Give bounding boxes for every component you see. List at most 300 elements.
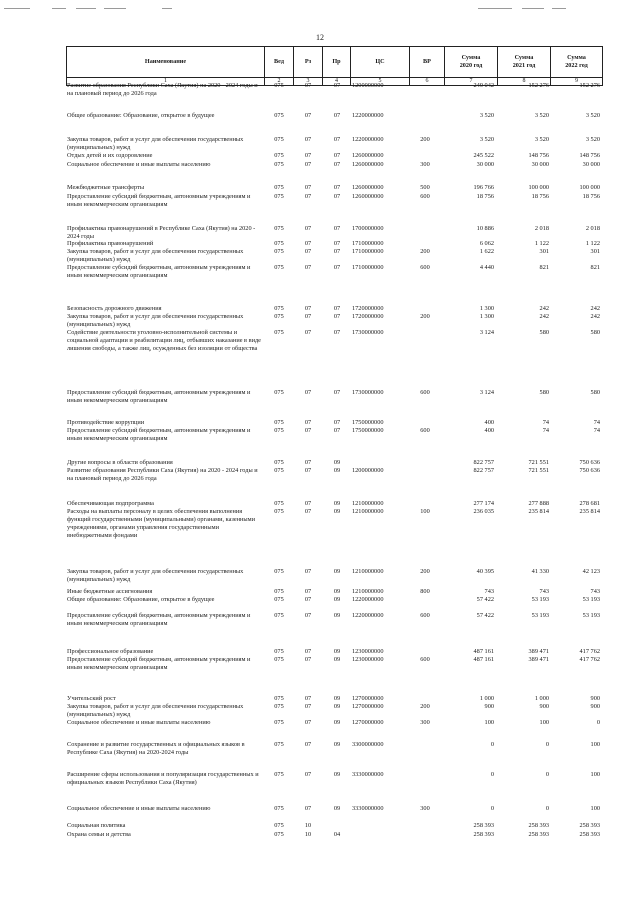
row-sum-2022: 580 — [590, 389, 600, 396]
row-pr: 07 — [333, 264, 341, 271]
row-pr: 07 — [333, 329, 341, 336]
header-cs: ЦС — [351, 47, 410, 78]
row-sum-2022: 1 122 — [585, 240, 600, 247]
row-ved: 075 — [274, 648, 284, 655]
row-sum-2020: 3 124 — [479, 329, 494, 336]
row-cs: 1750000000 — [352, 427, 384, 434]
row-name: Иные бюджетные ассигнования — [67, 588, 153, 595]
row-pr: 07 — [333, 152, 341, 159]
row-sum-2022: 2 018 — [585, 225, 600, 232]
row-cs: 1260000000 — [352, 184, 384, 191]
row-rz: 10 — [304, 831, 312, 838]
row-sum-2020: 1 300 — [479, 305, 494, 312]
row-cs: 1270000000 — [352, 703, 384, 710]
row-ved: 075 — [274, 467, 284, 474]
row-rz: 07 — [304, 459, 312, 466]
row-rz: 07 — [304, 771, 312, 778]
budget-table-header — [66, 46, 603, 86]
row-sum-2021: 53 193 — [531, 612, 549, 619]
row-sum-2020: 18 756 — [476, 193, 494, 200]
row-pr: 07 — [333, 240, 341, 247]
row-name: Противодействие коррупции — [67, 419, 145, 426]
row-pr: 07 — [333, 136, 341, 143]
row-sum-2022: 30 000 — [582, 161, 600, 168]
row-sum-2021: 821 — [539, 264, 549, 271]
row-name: Закупка товаров, работ и услуг для обеспечения государственных (муниципальных) нужд — [67, 136, 244, 151]
row-cs: 3300000000 — [352, 741, 384, 748]
col-number: 6 — [410, 77, 445, 85]
row-sum-2022: 417 762 — [579, 648, 600, 655]
row-sum-2020: 258 393 — [473, 822, 494, 829]
row-name: Учительский рост — [67, 695, 116, 702]
row-vr: 300 — [420, 161, 430, 168]
row-sum-2020: 3 520 — [479, 112, 494, 119]
row-ved: 075 — [274, 305, 284, 312]
row-sum-2020: 0 — [490, 805, 494, 812]
row-sum-2021: 235 814 — [528, 508, 549, 515]
row-sum-2021: 242 — [539, 305, 549, 312]
row-sum-2021: 0 — [545, 741, 549, 748]
scan-marks — [0, 6, 640, 12]
row-sum-2020: 3 520 — [479, 136, 494, 143]
row-name: Предоставление субсидий бюджетным, автономным учреждениям и иным некоммерческим организациям — [67, 264, 251, 279]
row-name: Обеспечивающая подпрограмма — [67, 500, 154, 507]
row-cs: 1720000000 — [352, 313, 384, 320]
row-vr: 200 — [420, 568, 430, 575]
row-ved: 075 — [274, 240, 284, 247]
row-sum-2020: 1 622 — [479, 248, 494, 255]
row-pr: 04 — [333, 831, 341, 838]
row-sum-2020: 0 — [490, 771, 494, 778]
row-ved: 075 — [274, 656, 284, 663]
row-pr: 09 — [333, 508, 341, 515]
row-name: Социальная политика — [67, 822, 126, 829]
row-name: Безопасность дорожного движения — [67, 305, 162, 312]
row-ved: 075 — [274, 771, 284, 778]
row-cs: 1210000000 — [352, 500, 384, 507]
row-rz: 07 — [304, 193, 312, 200]
row-sum-2021: 242 — [539, 313, 549, 320]
row-sum-2022: 152 276 — [579, 82, 600, 89]
row-sum-2022: 750 636 — [579, 459, 600, 466]
row-name: Социальное обеспечение и иные выплаты населению — [67, 805, 211, 812]
row-name: Другие вопросы в области образования — [67, 459, 173, 466]
row-name: Расширение сферы использования и популяризация государственных и официальных языков Республики Саха (Якутия) — [67, 771, 259, 786]
row-sum-2022: 242 — [590, 305, 600, 312]
row-rz: 07 — [304, 568, 312, 575]
row-cs: 1730000000 — [352, 389, 384, 396]
row-rz: 07 — [304, 389, 312, 396]
row-name: Охрана семьи и детства — [67, 831, 131, 838]
row-sum-2021: 3 520 — [534, 112, 549, 119]
row-cs: 1260000000 — [352, 193, 384, 200]
row-sum-2021: 743 — [539, 588, 549, 595]
row-ved: 075 — [274, 152, 284, 159]
row-cs: 1200000000 — [352, 82, 384, 89]
header-name: Наименование — [67, 47, 265, 78]
col-number: 9 — [551, 77, 603, 85]
row-pr: 09 — [333, 467, 341, 474]
row-cs: 3330000000 — [352, 771, 384, 778]
row-pr: 07 — [333, 389, 341, 396]
row-vr: 300 — [420, 805, 430, 812]
row-cs: 1710000000 — [352, 248, 384, 255]
col-number: 5 — [351, 77, 410, 85]
row-sum-2022: 100 — [590, 771, 600, 778]
row-cs: 1720000000 — [352, 305, 384, 312]
row-pr: 09 — [333, 656, 341, 663]
row-rz: 07 — [304, 656, 312, 663]
col-number: 4 — [323, 77, 351, 85]
row-ved: 075 — [274, 313, 284, 320]
row-sum-2022: 3 520 — [585, 112, 600, 119]
row-cs: 1230000000 — [352, 656, 384, 663]
header-ved: Вед — [265, 47, 294, 78]
row-sum-2020: 1 000 — [479, 695, 494, 702]
row-sum-2022: 53 193 — [582, 612, 600, 619]
row-name: Расходы на выплаты персоналу в целях обеспечения выполнения функций государственными (муниципальными) органами, казенными учреждениями, органами управления государственными внебюджетными фондами — [67, 508, 255, 539]
row-sum-2020: 100 — [484, 719, 494, 726]
row-pr: 07 — [333, 161, 341, 168]
row-pr: 07 — [333, 112, 341, 119]
header-sum-2022: Сумма 2022 год — [551, 47, 603, 78]
row-vr: 600 — [420, 656, 430, 663]
row-sum-2020: 3 124 — [479, 389, 494, 396]
row-pr: 09 — [333, 568, 341, 575]
row-pr: 07 — [333, 419, 341, 426]
row-ved: 075 — [274, 695, 284, 702]
row-vr: 500 — [420, 184, 430, 191]
row-sum-2021: 0 — [545, 771, 549, 778]
row-sum-2021: 53 193 — [531, 596, 549, 603]
row-sum-2022: 100 — [590, 741, 600, 748]
row-ved: 075 — [274, 419, 284, 426]
row-sum-2021: 580 — [539, 389, 549, 396]
row-rz: 10 — [304, 822, 312, 829]
col-number: 1 — [67, 77, 265, 85]
row-pr: 07 — [333, 184, 341, 191]
row-cs: 1230000000 — [352, 648, 384, 655]
row-vr: 200 — [420, 248, 430, 255]
row-sum-2020: 487 161 — [473, 648, 494, 655]
row-sum-2021: 258 393 — [528, 822, 549, 829]
row-sum-2022: 417 762 — [579, 656, 600, 663]
row-rz: 07 — [304, 427, 312, 434]
row-vr: 300 — [420, 719, 430, 726]
row-ved: 075 — [274, 82, 284, 89]
row-rz: 07 — [304, 467, 312, 474]
row-rz: 07 — [304, 82, 312, 89]
row-sum-2020: 277 174 — [473, 500, 494, 507]
row-rz: 07 — [304, 225, 312, 232]
row-vr: 600 — [420, 389, 430, 396]
row-cs: 1220000000 — [352, 136, 384, 143]
row-pr: 07 — [333, 193, 341, 200]
row-ved: 075 — [274, 741, 284, 748]
row-sum-2022: 900 — [590, 703, 600, 710]
row-pr: 09 — [333, 771, 341, 778]
header-rz: Рз — [294, 47, 323, 78]
row-sum-2022: 258 393 — [579, 822, 600, 829]
row-cs: 1700000000 — [352, 225, 384, 232]
row-sum-2021: 152 276 — [528, 82, 549, 89]
row-sum-2021: 100 000 — [528, 184, 549, 191]
row-sum-2022: 53 193 — [582, 596, 600, 603]
row-rz: 07 — [304, 703, 312, 710]
row-rz: 07 — [304, 419, 312, 426]
row-ved: 075 — [274, 161, 284, 168]
row-cs: 1220000000 — [352, 612, 384, 619]
row-rz: 07 — [304, 805, 312, 812]
row-ved: 075 — [274, 596, 284, 603]
row-name: Сохранение и развитие государственных и официальных языков в Республике Саха (Якутия) на 2020-2024 годы — [67, 741, 245, 756]
row-name: Развитие образования Республики Саха (Якутия) на 2020 - 2024 годы и на плановый период до 2026 года — [67, 467, 258, 482]
row-cs: 1210000000 — [352, 588, 384, 595]
row-vr: 600 — [420, 612, 430, 619]
row-sum-2022: 301 — [590, 248, 600, 255]
row-sum-2022: 3 520 — [585, 136, 600, 143]
row-sum-2020: 249 042 — [473, 82, 494, 89]
row-sum-2021: 1 000 — [534, 695, 549, 702]
row-sum-2022: 0 — [596, 719, 600, 726]
row-sum-2020: 40 395 — [476, 568, 494, 575]
row-ved: 075 — [274, 136, 284, 143]
row-rz: 07 — [304, 648, 312, 655]
row-name: Закупка товаров, работ и услуг для обеспечения государственных (муниципальных) нужд — [67, 568, 244, 583]
row-ved: 075 — [274, 508, 284, 515]
row-sum-2021: 30 000 — [531, 161, 549, 168]
row-sum-2021: 389 471 — [528, 648, 549, 655]
row-sum-2021: 74 — [542, 427, 549, 434]
row-ved: 075 — [274, 719, 284, 726]
row-sum-2022: 821 — [590, 264, 600, 271]
row-pr: 09 — [333, 648, 341, 655]
row-pr: 09 — [333, 695, 341, 702]
row-cs: 1220000000 — [352, 112, 384, 119]
row-ved: 075 — [274, 831, 284, 838]
row-vr: 200 — [420, 313, 430, 320]
row-cs: 3330000000 — [352, 805, 384, 812]
row-sum-2020: 196 766 — [473, 184, 494, 191]
row-sum-2020: 30 000 — [476, 161, 494, 168]
row-ved: 075 — [274, 805, 284, 812]
row-rz: 07 — [304, 264, 312, 271]
row-rz: 07 — [304, 695, 312, 702]
row-ved: 075 — [274, 703, 284, 710]
row-pr: 07 — [333, 82, 341, 89]
row-name: Предоставление субсидий бюджетным, автономным учреждениям и иным некоммерческим организациям — [67, 656, 251, 671]
row-cs: 1210000000 — [352, 508, 384, 515]
row-sum-2022: 42 123 — [582, 568, 600, 575]
row-sum-2021: 389 471 — [528, 656, 549, 663]
row-cs: 1270000000 — [352, 719, 384, 726]
col-number: 8 — [498, 77, 551, 85]
row-rz: 07 — [304, 329, 312, 336]
row-sum-2022: 242 — [590, 313, 600, 320]
row-vr: 600 — [420, 264, 430, 271]
row-sum-2021: 258 393 — [528, 831, 549, 838]
row-vr: 200 — [420, 136, 430, 143]
row-pr: 09 — [333, 596, 341, 603]
row-pr: 07 — [333, 313, 341, 320]
row-sum-2020: 400 — [484, 419, 494, 426]
row-name: Предоставление субсидий бюджетным, автономным учреждениям и иным некоммерческим организациям — [67, 389, 251, 404]
row-name: Закупка товаров, работ и услуг для обеспечения государственных (муниципальных) нужд — [67, 313, 244, 328]
row-sum-2021: 2 018 — [534, 225, 549, 232]
row-sum-2020: 4 440 — [479, 264, 494, 271]
row-rz: 07 — [304, 305, 312, 312]
row-rz: 07 — [304, 612, 312, 619]
row-rz: 07 — [304, 161, 312, 168]
row-vr: 200 — [420, 703, 430, 710]
row-sum-2021: 18 756 — [531, 193, 549, 200]
header-pr: Пр — [323, 47, 351, 78]
row-sum-2022: 100 000 — [579, 184, 600, 191]
row-sum-2022: 258 393 — [579, 831, 600, 838]
row-rz: 07 — [304, 240, 312, 247]
row-name: Социальное обеспечение и иные выплаты населению — [67, 719, 211, 726]
row-pr: 09 — [333, 703, 341, 710]
row-sum-2020: 1 300 — [479, 313, 494, 320]
row-cs: 1220000000 — [352, 596, 384, 603]
row-sum-2022: 148 756 — [579, 152, 600, 159]
row-sum-2021: 100 — [539, 719, 549, 726]
row-sum-2021: 721 551 — [528, 459, 549, 466]
row-rz: 07 — [304, 500, 312, 507]
row-name: Межбюджетные трансферты — [67, 184, 145, 191]
row-sum-2020: 236 035 — [473, 508, 494, 515]
row-ved: 075 — [274, 588, 284, 595]
row-ved: 075 — [274, 389, 284, 396]
row-rz: 07 — [304, 136, 312, 143]
row-sum-2020: 57 422 — [476, 612, 494, 619]
row-vr: 600 — [420, 427, 430, 434]
row-sum-2021: 1 122 — [534, 240, 549, 247]
row-sum-2021: 580 — [539, 329, 549, 336]
row-name: Закупка товаров, работ и услуг для обеспечения государственных (муниципальных) нужд — [67, 703, 244, 718]
row-ved: 075 — [274, 248, 284, 255]
row-pr: 09 — [333, 588, 341, 595]
row-sum-2020: 258 393 — [473, 831, 494, 838]
row-sum-2021: 277 888 — [528, 500, 549, 507]
row-name: Содействие деятельности уголовно-исполнительной системы и социальной адаптации и реабилитации лиц, отбывших наказание в виде лишения свободы, а также лиц, осужденных без изоляции от общества — [67, 329, 261, 352]
row-pr: 09 — [333, 719, 341, 726]
row-sum-2020: 6 062 — [479, 240, 494, 247]
row-ved: 075 — [274, 225, 284, 232]
row-ved: 075 — [274, 822, 284, 829]
row-rz: 07 — [304, 313, 312, 320]
row-cs: 1710000000 — [352, 240, 384, 247]
row-ved: 075 — [274, 500, 284, 507]
row-rz: 07 — [304, 596, 312, 603]
header-sum-2020: Сумма 2020 год — [445, 47, 498, 78]
row-rz: 07 — [304, 112, 312, 119]
row-name: Общее образование: Образование, открытое в будущее — [67, 596, 215, 603]
row-ved: 075 — [274, 568, 284, 575]
row-pr: 09 — [333, 500, 341, 507]
row-vr: 800 — [420, 588, 430, 595]
row-name: Социальное обеспечение и иные выплаты населению — [67, 161, 211, 168]
row-sum-2020: 822 757 — [473, 467, 494, 474]
row-sum-2020: 400 — [484, 427, 494, 434]
row-rz: 07 — [304, 508, 312, 515]
row-sum-2021: 74 — [542, 419, 549, 426]
row-sum-2020: 0 — [490, 741, 494, 748]
col-number: 3 — [294, 77, 323, 85]
row-ved: 075 — [274, 184, 284, 191]
row-sum-2020: 57 422 — [476, 596, 494, 603]
row-rz: 07 — [304, 588, 312, 595]
row-pr: 07 — [333, 305, 341, 312]
row-vr: 600 — [420, 193, 430, 200]
row-sum-2021: 0 — [545, 805, 549, 812]
row-name: Развитие образования Республики Саха (Якутия) на 2020 - 2024 годы и на плановый период до 2026 года — [67, 82, 258, 97]
row-ved: 075 — [274, 112, 284, 119]
row-sum-2020: 487 161 — [473, 656, 494, 663]
row-rz: 07 — [304, 719, 312, 726]
row-name: Профилактика правонарушений в Республике Саха (Якутия) на 2020 - 2024 годы — [67, 225, 256, 240]
row-sum-2022: 100 — [590, 805, 600, 812]
row-sum-2020: 743 — [484, 588, 494, 595]
row-cs: 1260000000 — [352, 161, 384, 168]
row-sum-2021: 3 520 — [534, 136, 549, 143]
row-cs: 1730000000 — [352, 329, 384, 336]
row-name: Предоставление субсидий бюджетным, автономным учреждениям и иным некоммерческим организациям — [67, 612, 251, 627]
row-cs: 1710000000 — [352, 264, 384, 271]
row-sum-2021: 900 — [539, 703, 549, 710]
row-name: Общее образование: Образование, открытое в будущее — [67, 112, 215, 119]
row-ved: 075 — [274, 427, 284, 434]
row-pr: 09 — [333, 612, 341, 619]
row-cs: 1260000000 — [352, 152, 384, 159]
row-sum-2022: 580 — [590, 329, 600, 336]
row-ved: 075 — [274, 459, 284, 466]
row-sum-2022: 235 814 — [579, 508, 600, 515]
row-sum-2022: 74 — [593, 427, 600, 434]
row-name: Профилактика правонарушений — [67, 240, 154, 247]
row-rz: 07 — [304, 152, 312, 159]
row-pr: 09 — [333, 741, 341, 748]
row-cs: 1210000000 — [352, 568, 384, 575]
page-number: 12 — [316, 33, 324, 42]
row-sum-2021: 148 756 — [528, 152, 549, 159]
col-number: 2 — [265, 77, 294, 85]
row-sum-2022: 74 — [593, 419, 600, 426]
row-ved: 075 — [274, 264, 284, 271]
row-sum-2022: 278 681 — [579, 500, 600, 507]
row-rz: 07 — [304, 741, 312, 748]
row-sum-2022: 743 — [590, 588, 600, 595]
row-sum-2022: 750 636 — [579, 467, 600, 474]
row-name: Отдых детей и их оздоровление — [67, 152, 153, 159]
row-rz: 07 — [304, 184, 312, 191]
row-name: Профессиональное образование — [67, 648, 154, 655]
row-sum-2021: 721 551 — [528, 467, 549, 474]
row-rz: 07 — [304, 248, 312, 255]
row-sum-2022: 900 — [590, 695, 600, 702]
row-pr: 07 — [333, 427, 341, 434]
row-sum-2020: 10 886 — [476, 225, 494, 232]
row-pr: 09 — [333, 459, 341, 466]
row-sum-2021: 41 330 — [531, 568, 549, 575]
row-name: Предоставление субсидий бюджетным, автономным учреждениям и иным некоммерческим организациям — [67, 193, 251, 208]
header-vr: ВР — [410, 47, 445, 78]
row-vr: 100 — [420, 508, 430, 515]
row-ved: 075 — [274, 612, 284, 619]
row-sum-2020: 900 — [484, 703, 494, 710]
row-sum-2020: 245 522 — [473, 152, 494, 159]
row-ved: 075 — [274, 193, 284, 200]
